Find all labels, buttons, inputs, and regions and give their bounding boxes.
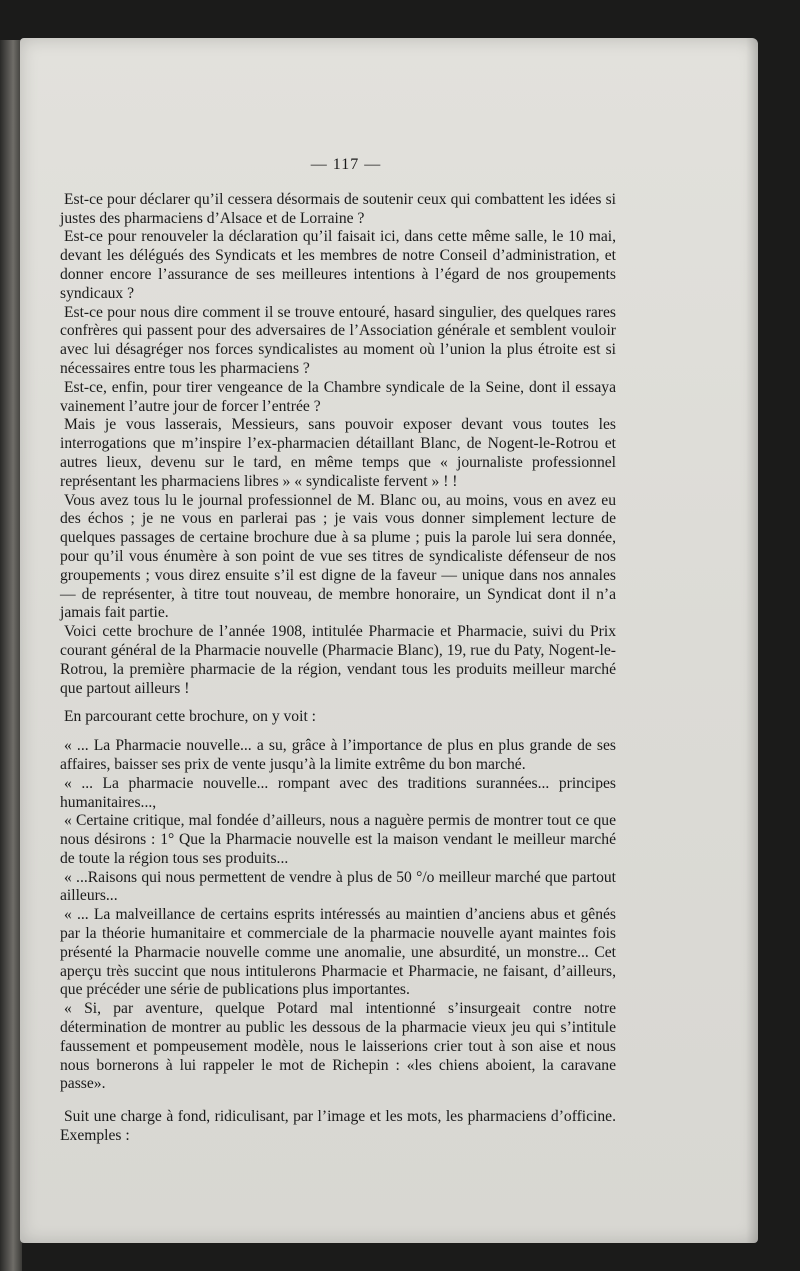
paragraph-5: Mais je vous lasserais, Messieurs, sans pouvoir exposer devant vous toutes les interrogations que m’inspire l’ex-pharmacien détaillant Blanc, de Nogent-le-Rotrou et autres lieux, devenu sur le tard, en même temps que « journaliste professionnel représentant les pharmaciens libres » « syndicaliste fervent » ! ! — [60, 416, 616, 490]
paragraph-7: Voici cette brochure de l’année 1908, intitulée Pharmacie et Pharmacie, suivi du Prix courant général de la Pharmacie nouvelle (Pharmacie Blanc), 19, rue du Paty, Nogent-le-Rotrou, la première pharmacie de la région, vendant tous les produits meilleur marché que partout ailleurs ! — [60, 623, 616, 697]
quote-2: « ... La pharmacie nouvelle... rompant avec des traditions surannées... principes humanitaires..., — [60, 774, 616, 811]
page-text — [60, 118, 616, 1146]
paragraph-final: Suit une charge à fond, ridiculisant, par l’image et les mots, les pharmaciens d’officine. Exemples : — [60, 1108, 616, 1145]
quote-1: « ... La Pharmacie nouvelle... a su, grâce à l’importance de plus en plus grande de ses affaires, baisser ses prix de vente jusqu’à la limite extrême du bon marché. — [60, 737, 616, 773]
paragraph-4: Est-ce, enfin, pour tirer vengeance de la Chambre syndicale de la Seine, dont il essaya vainement l’autre jour de forcer l’entrée ? — [60, 378, 616, 415]
paragraph-3: Est-ce pour nous dire comment il se trouve entouré, hasard singulier, des quelques rares confrères qui passent pour des adversaires de l’Association générale et semblent vouloir avec lui désagréger nos forces syndicalistes au moment où l’union la plus étroite est si nécessaires entre tous les pharmaciens ? — [60, 303, 616, 377]
page-number: — 117 — — [310, 156, 382, 173]
page-edge-shadow — [746, 38, 758, 1243]
paragraph-8: En parcourant cette brochure, on y voit : — [64, 708, 317, 726]
quote-6: « Si, par aventure, quelque Potard mal intentionné s’insurgeait contre notre détermination de montrer au public les dessous de la pharmacie vieux jeu qui s’intitule faussement et pompeusement modèle, nous le laisserions crier tout à son aise et nous nous bornerons à lui rappeler le mot de Richepin : «les chiens aboient, la caravane passe». — [60, 1000, 616, 1093]
paragraph-6: Vous avez tous lu le journal professionnel de M. Blanc ou, au moins, vous en avez eu des échos ; je ne vous en parlerai pas ; je vais vous donner simplement lecture de quelques passages de certaine brochure due à sa plume ; puis la parole lui sera donnée, pour qu’il vous énumère à son point de vue ses titres de syndicaliste défenseur de nos groupements ; vous direz ensuite s’il est digne de la faveur — unique dans nos annales — de représenter, à titre tout nouveau, de membre honoraire, un Syndicat dont il n’a jamais fait partie. — [60, 491, 616, 622]
quote-4: « ...Raisons qui nous permettent de vendre à plus de 50 °/o meilleur marché que partout ailleurs... — [60, 868, 616, 905]
quote-5: « ... La malveillance de certains esprits intéressés au maintien d’anciens abus et gênés par la théorie humanitaire et commerciale de la pharmacie nouvelle ayant maintes fois présenté la Pharmacie nouvelle comme une anomalie, une absurdité, un monstre... Cet aperçu très succint que nous intitulerons Pharmacie et Pharmacie, ne faisant, d’ailleurs, que précéder une série de publications plus importantes. — [60, 906, 616, 999]
quote-3: « Certaine critique, mal fondée d’ailleurs, nous a naguère permis de montrer tout ce que nous désirons : 1° Que la Pharmacie nouvelle est la maison vendant le meilleur marché de toute la région tous ses produits... — [60, 812, 616, 867]
paragraph-2: Est-ce pour renouveler la déclaration qu’il faisait ici, dans cette même salle, le 10 mai, devant les délégués des Syndicats et les membres de notre Conseil d’administration, et donner encore l’assurance de ses meilleures intentions à l’égard de nos groupements syndicaux ? — [60, 228, 616, 302]
left-page-edge — [0, 40, 22, 1271]
paragraph-1: Est-ce pour déclarer qu’il cessera désormais de soutenir ceux qui combattent les idées si justes des pharmaciens d’Alsace et de Lorraine ? — [60, 190, 616, 227]
